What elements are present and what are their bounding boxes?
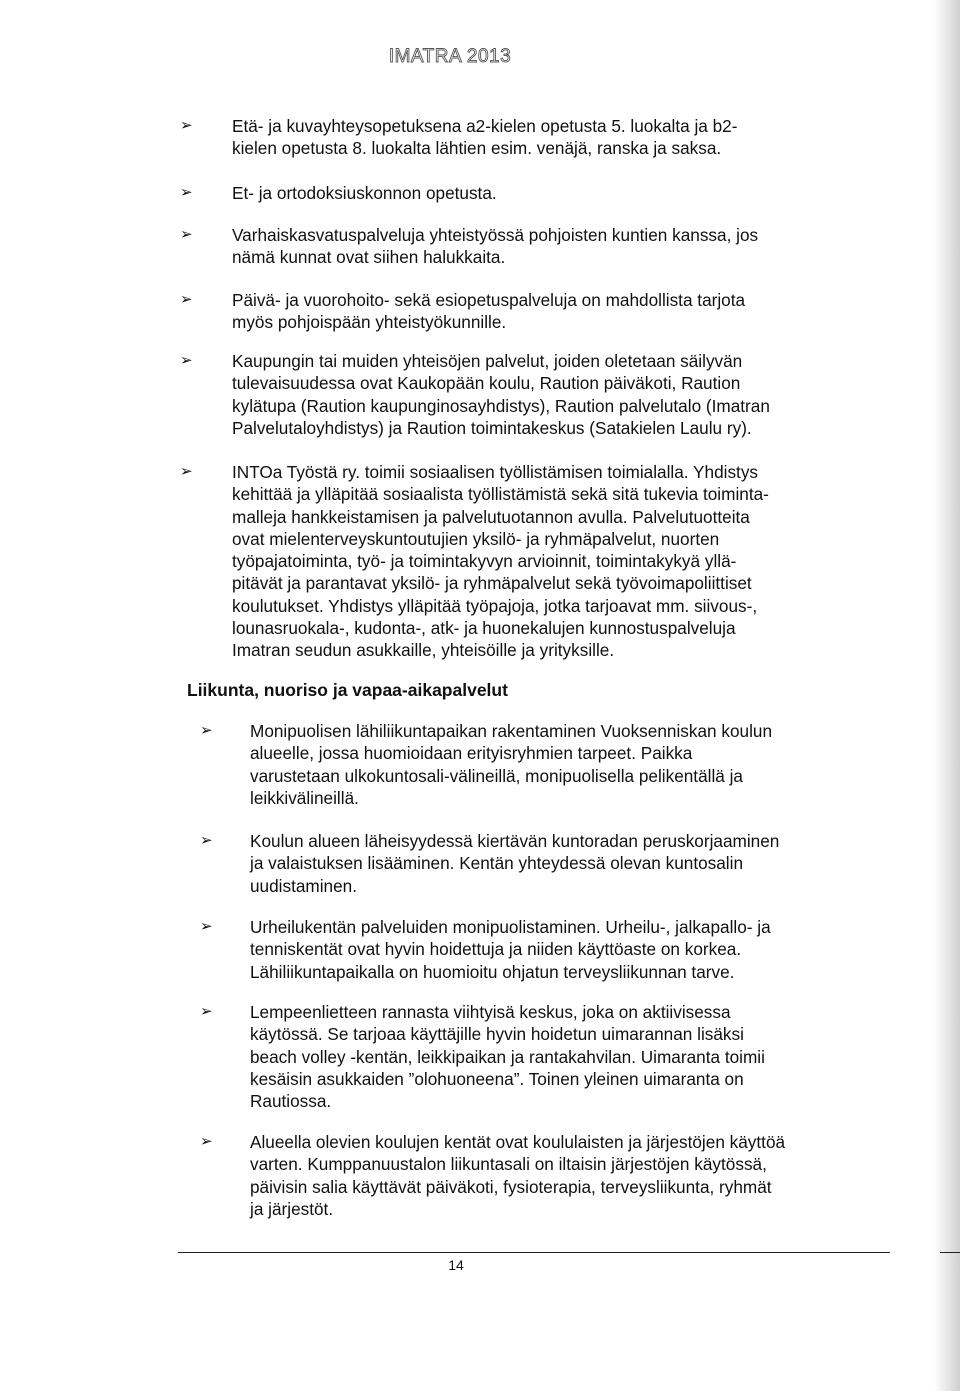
list-item (180, 182, 820, 204)
list-item (180, 461, 820, 662)
page-header-title: IMATRA 2013 (388, 46, 512, 67)
arrow-bullet-icon: ➢ (180, 117, 193, 134)
page-edge-shadow (934, 0, 960, 1391)
list-item-text: Varhaiskasvatuspalveluja yhteistyössä pohjoisten kuntien kanssa, jos nämä kunnat ovat siihen halukkaita. (232, 225, 759, 268)
list-item (180, 224, 820, 269)
arrow-bullet-icon: ➢ (180, 226, 193, 243)
list-item-text: Monipuolisen lähiliikuntapaikan rakentaminen Vuoksenniskan koulun alueelle, jossa huomioidaan erityisryhmien tarpeet. Paikka varustetaan ulkokuntosali-välineillä, monipuolisella pelikentällä ja leikkivälineillä. (250, 721, 773, 808)
arrow-bullet-icon: ➢ (200, 832, 213, 849)
list-item-text: Etä- ja kuvayhteysopetuksena a2-kielen opetusta 5. luokalta ja b2- kielen opetusta 8. luokalta lähtien esim. venäjä, ranska ja saksa. (232, 116, 738, 159)
list-item-text: INTOa Työstä ry. toimii sosiaalisen työllistämisen toimialalla. Yhdistys kehittää ja ylläpitää sosiaalista työllistämistä sekä sitä tukevia toiminta- malleja hankkeistamisen ja palvelutuotannon avulla. Palvelutuotteita ovat mielenterveyskuntoutujien yksilö- ja ryhmäpalvelut, nuorten työpajatoiminta, työ- ja toimintakyvyn arvioinnit, toimintakykyä yllä- pitävät ja parantavat yksilö- ja ryhmäpalvelut sekä työvoimapoliittiset koulutukset. Yhdistys ylläpitää työpajoja, jotka tarjoavat mm. siivous-, lounasruokala-, kudonta-, atk- ja huonekalujen kunnostuspalveluja Imatran seudun asukkaille, yhteisöille ja yrityksille. (232, 462, 769, 661)
list-item (180, 350, 820, 439)
section-heading: Liikunta, nuoriso ja vapaa-aikapalvelut (187, 680, 508, 700)
arrow-bullet-icon: ➢ (180, 352, 193, 369)
list-item (200, 720, 840, 809)
arrow-bullet-icon: ➢ (200, 1003, 213, 1020)
list-item-text: Koulun alueen läheisyydessä kiertävän kuntoradan peruskorjaaminen ja valaistuksen lisääminen. Kentän yhteydessä olevan kuntosalin uudistaminen. (250, 831, 780, 896)
page-number: 14 (448, 1257, 464, 1273)
footer-rule-edge (940, 1252, 960, 1253)
arrow-bullet-icon: ➢ (180, 463, 193, 480)
arrow-bullet-icon: ➢ (180, 184, 193, 201)
footer-rule (178, 1252, 890, 1253)
list-item-text: Lempeenlietteen rannasta viihtyisä keskus, joka on aktiivisessa käytössä. Se tarjoaa käyttäjille hyvin hoidetun uimarannan lisäksi beach volley -kentän, leikkipaikan ja rantakahvilan. Uimaranta toimii kesäisin asukkaiden ”olohuoneena”. Toinen yleinen uimaranta on Rautiossa. (250, 1002, 765, 1112)
arrow-bullet-icon: ➢ (200, 722, 213, 739)
list-item-text: Et- ja ortodoksiuskonnon opetusta. (232, 183, 497, 203)
list-item (200, 916, 840, 983)
arrow-bullet-icon: ➢ (200, 1133, 213, 1150)
list-item-text: Päivä- ja vuorohoito- sekä esiopetuspalveluja on mahdollista tarjota myös pohjoispään yhteistyökunnille. (232, 290, 746, 333)
list-item-text: Alueella olevien koulujen kentät ovat koululaisten ja järjestöjen käyttöä varten. Kumppanuustalon liikuntasali on iltaisin järjestöjen käytössä, päivisin salia käyttävät päiväkoti, fysioterapia, terveysliikunta, ryhmät ja järjestöt. (250, 1132, 786, 1219)
list-item (200, 1131, 840, 1220)
list-item-text: Kaupungin tai muiden yhteisöjen palvelut, joiden oletetaan säilyvän tulevaisuudessa ovat Kaukopään koulu, Raution päiväkoti, Raution kylätupa (Raution kaupunginosayhdistys), Raution palvelutalo (Imatran Palvelutaloyhdistys) ja Raution toimintakeskus (Satakielen Laulu ry). (232, 351, 770, 438)
list-item-text: Urheilukentän palveluiden monipuolistaminen. Urheilu-, jalkapallo- ja tenniskentät ovat hyvin hoidettuja ja niiden käyttöaste on korkea. Lähiliikuntapaikalla on huomioitu ohjatun terveysliikunnan tarve. (250, 917, 771, 982)
arrow-bullet-icon: ➢ (200, 918, 213, 935)
list-item (180, 289, 820, 334)
list-item (200, 830, 840, 897)
arrow-bullet-icon: ➢ (180, 291, 193, 308)
list-item (200, 1001, 840, 1112)
list-item (180, 115, 820, 160)
